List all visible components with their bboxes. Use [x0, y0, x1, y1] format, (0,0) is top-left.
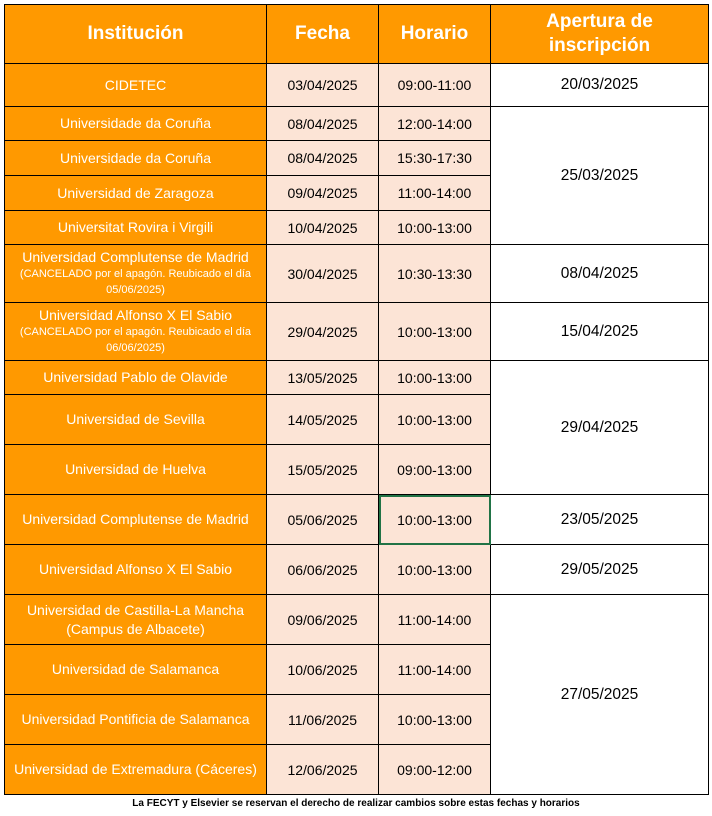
header-time[interactable]: Horario [379, 5, 491, 64]
institution-name: Universidad Alfonso X El Sabio [39, 307, 232, 324]
table-row [5, 64, 709, 107]
time-cell[interactable]: 10:00-13:00 [379, 695, 491, 745]
institution-cell[interactable]: Universidad de Zaragoza [5, 176, 267, 211]
date-cell[interactable]: 09/06/2025 [267, 595, 379, 645]
time-cell[interactable]: 11:00-14:00 [379, 645, 491, 695]
time-cell[interactable]: 10:00-13:00 [379, 395, 491, 445]
date-cell[interactable]: 05/06/2025 [267, 495, 379, 545]
institution-cell[interactable]: CIDETEC [5, 64, 267, 107]
opening-cell[interactable]: 15/04/2025 [491, 303, 709, 361]
cancel-note: (CANCELADO por el apagón. Reubicado el día 06/06/2025) [19, 326, 252, 354]
opening-cell[interactable]: 29/05/2025 [491, 545, 709, 595]
opening-cell[interactable]: 20/03/2025 [491, 64, 709, 107]
time-cell[interactable]: 10:30-13:30 [379, 245, 491, 303]
date-cell[interactable]: 12/06/2025 [267, 745, 379, 795]
date-cell[interactable]: 11/06/2025 [267, 695, 379, 745]
time-cell[interactable]: 09:00-13:00 [379, 445, 491, 495]
header-opening[interactable]: Apertura de inscripción [491, 5, 709, 64]
institution-cell[interactable]: Universitat Rovira i Virgili [5, 211, 267, 245]
opening-cell[interactable]: 08/04/2025 [491, 245, 709, 303]
opening-cell[interactable]: 29/04/2025 [491, 361, 709, 495]
cancel-note: (CANCELADO por el apagón. Reubicado el día 05/06/2025) [19, 268, 252, 296]
opening-cell[interactable]: 25/03/2025 [491, 107, 709, 245]
table-row [5, 107, 709, 141]
time-cell-selected[interactable]: 10:00-13:00 [379, 495, 491, 545]
institution-cell[interactable]: Universidad Alfonso X El Sabio [5, 545, 267, 595]
time-cell[interactable]: 10:00-13:00 [379, 303, 491, 361]
date-cell[interactable]: 10/04/2025 [267, 211, 379, 245]
institution-cell[interactable]: Universidad de Extremadura (Cáceres) [5, 745, 267, 795]
institution-cell[interactable]: Universidad Complutense de Madrid [5, 495, 267, 545]
institution-cell[interactable]: Universidade da Coruña [5, 107, 267, 141]
time-cell[interactable]: 10:00-13:00 [379, 361, 491, 395]
institution-cell[interactable] [5, 245, 267, 303]
time-cell[interactable]: 11:00-14:00 [379, 176, 491, 211]
time-cell[interactable]: 09:00-12:00 [379, 745, 491, 795]
time-cell[interactable]: 11:00-14:00 [379, 595, 491, 645]
time-cell[interactable]: 10:00-13:00 [379, 211, 491, 245]
date-cell[interactable]: 03/04/2025 [267, 64, 379, 107]
date-cell[interactable]: 14/05/2025 [267, 395, 379, 445]
table-row [5, 495, 709, 545]
time-cell[interactable]: 15:30-17:30 [379, 141, 491, 176]
disclaimer-footer: La FECYT y Elsevier se reservan el derecho de realizar cambios sobre estas fechas y horarios [132, 798, 580, 809]
header-institution[interactable]: Institución [5, 5, 267, 64]
institution-cell[interactable]: Universidad de Sevilla [5, 395, 267, 445]
time-cell[interactable]: 12:00-14:00 [379, 107, 491, 141]
schedule-table [4, 4, 709, 795]
table-row [5, 245, 709, 303]
time-cell[interactable]: 09:00-11:00 [379, 64, 491, 107]
institution-cell[interactable]: Universidad Pontificia de Salamanca [5, 695, 267, 745]
institution-cell[interactable]: Universidad de Salamanca [5, 645, 267, 695]
institution-name: Universidad Complutense de Madrid [22, 249, 249, 266]
date-cell[interactable]: 09/04/2025 [267, 176, 379, 211]
header-row [5, 5, 709, 64]
date-cell[interactable]: 15/05/2025 [267, 445, 379, 495]
header-date[interactable]: Fecha [267, 5, 379, 64]
table-row [5, 303, 709, 361]
date-cell[interactable]: 08/04/2025 [267, 107, 379, 141]
institution-cell[interactable]: Universidad de Huelva [5, 445, 267, 495]
table-row [5, 361, 709, 395]
table-row [5, 595, 709, 645]
opening-cell[interactable]: 23/05/2025 [491, 495, 709, 545]
institution-cell[interactable] [5, 303, 267, 361]
institution-cell[interactable]: Universidad Pablo de Olavide [5, 361, 267, 395]
date-cell[interactable]: 10/06/2025 [267, 645, 379, 695]
institution-campus: (Campus de Albacete) [66, 620, 205, 637]
date-cell[interactable]: 06/06/2025 [267, 545, 379, 595]
time-cell[interactable]: 10:00-13:00 [379, 545, 491, 595]
institution-cell[interactable]: Universidade da Coruña [5, 141, 267, 176]
institution-name: Universidad de Castilla-La Mancha [26, 601, 245, 618]
opening-cell[interactable]: 27/05/2025 [491, 595, 709, 795]
date-cell[interactable]: 29/04/2025 [267, 303, 379, 361]
table-row [5, 545, 709, 595]
date-cell[interactable]: 13/05/2025 [267, 361, 379, 395]
date-cell[interactable]: 08/04/2025 [267, 141, 379, 176]
date-cell[interactable]: 30/04/2025 [267, 245, 379, 303]
institution-cell[interactable] [5, 595, 267, 645]
